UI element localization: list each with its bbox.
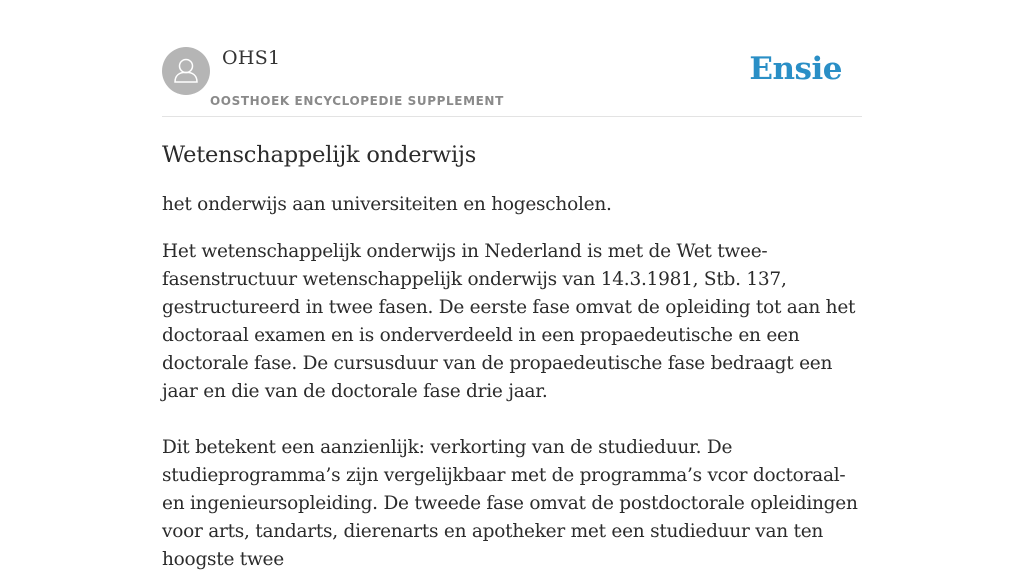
source-label[interactable]: OOSTHOEK ENCYCLOPEDIE SUPPLEMENT bbox=[210, 94, 504, 108]
article-lead: het onderwijs aan universiteiten en hogescholen. bbox=[162, 194, 612, 215]
article-title: Wetenschappelijk onderwijs bbox=[162, 142, 477, 168]
article bbox=[162, 139, 862, 574]
brand-logo[interactable]: Ensie bbox=[749, 51, 842, 87]
author-avatar[interactable] bbox=[162, 47, 210, 95]
article-paragraph: Dit betekent een aanzienlijk: verkorting van de studieduur. De studieprogramma’s zijn vergelijkbaar met de programma’s vcor doctoraal- en ingenieursopleiding. De tweede fase omvat de postdoctorale opleidingen voor arts, tandarts, dierenarts en apotheker met een studieduur van ten hoogste twee bbox=[162, 437, 858, 570]
author-name[interactable]: OHS1 bbox=[222, 47, 281, 69]
page-header bbox=[162, 0, 862, 117]
article-paragraph: Het wetenschappelijk onderwijs in Nederland is met de Wet twee-fasenstructuur wetenschappelijk onderwijs van 14.3.1981, Stb. 137, gestructureerd in twee fasen. De eerste fase omvat de opleiding tot aan het doctoraal examen en is onderverdeeld in een propaedeutische en een doctorale fase. De cursusduur van de propaedeutische fase bedraagt een jaar en die van de doctorale fase drie jaar. bbox=[162, 241, 856, 402]
user-silhouette-icon bbox=[162, 47, 210, 95]
